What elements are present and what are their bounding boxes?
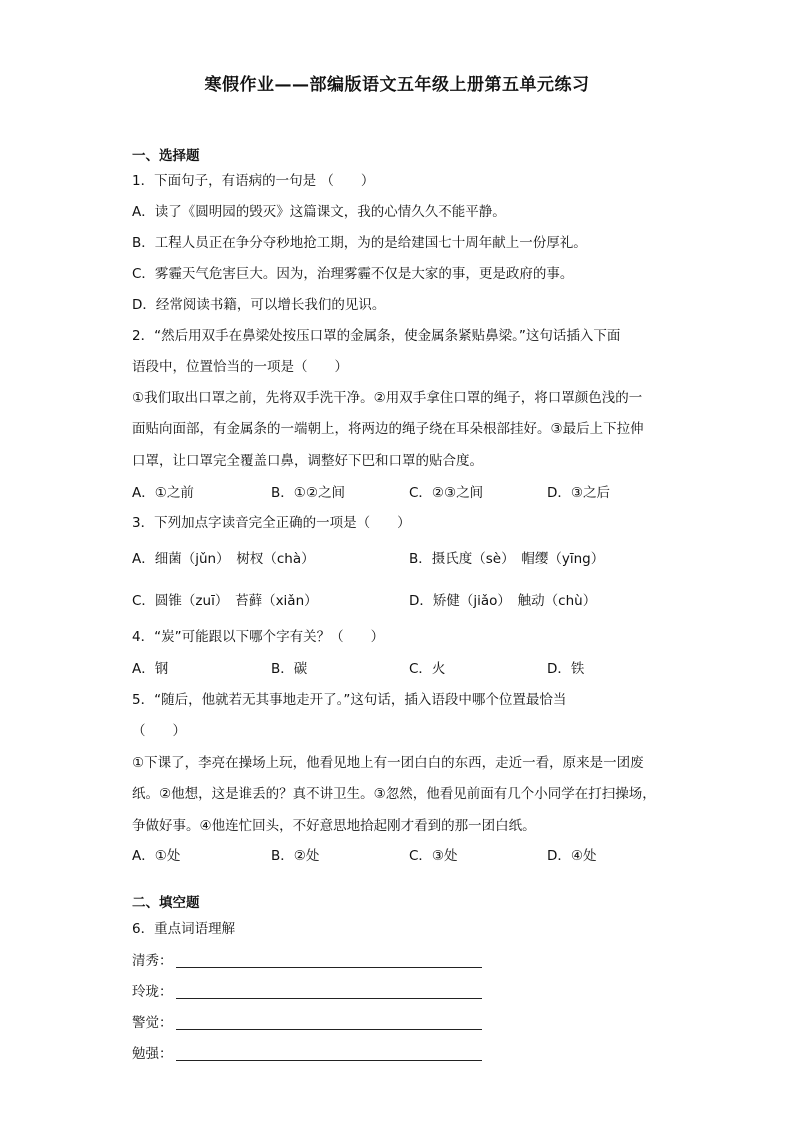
question-5-option-a: A．①处 [132, 848, 181, 864]
question-2-option-b: B．①②之间 [271, 485, 345, 501]
question-1-option-b: B．工程人员正在争分夺秒地抢工期，为的是给建国七十周年献上一份厚礼。 [132, 235, 587, 251]
question-4-option-d: D．铁 [547, 661, 585, 677]
question-1-option-d: D．经常阅读书籍，可以增长我们的见识。 [132, 297, 386, 313]
question-3-option-c: C．圆锥（zuī） 苔藓（xiǎn） [132, 593, 318, 609]
answer-blank-line[interactable] [176, 1060, 482, 1061]
question-2-option-d: D．③之后 [547, 485, 610, 501]
question-2-stem: 语段中，位置恰当的一项是（ ） [132, 359, 348, 375]
question-2-passage-line: ①我们取出口罩之前，先将双手洗干净。②用双手拿住口罩的绳子，将口罩颜色浅的一 [132, 390, 643, 406]
question-5-option-b: B．②处 [271, 848, 320, 864]
question-1-stem: 1．下面句子，有语病的一句是 （ ） [132, 173, 375, 189]
question-5-stem: （ ） [132, 723, 186, 739]
blank-label: 清秀： [132, 953, 173, 969]
question-4-stem: 4．“炭”可能跟以下哪个字有关？（ ） [132, 629, 385, 645]
question-5-option-c: C．③处 [409, 848, 458, 864]
question-2-passage-line: 口罩，让口罩完全覆盖口鼻，调整好下巴和口罩的贴合度。 [132, 453, 483, 469]
question-2-stem: 2．“然后用双手在鼻梁处按压口罩的金属条，使金属条紧贴鼻梁。”这句话插入下面 [132, 328, 621, 344]
question-3-stem: 3．下列加点字读音完全正确的一项是（ ） [132, 515, 411, 531]
section-heading-fill: 二、填空题 [132, 895, 200, 911]
question-4-option-b: B．碳 [271, 661, 308, 677]
blank-label: 警觉： [132, 1015, 173, 1031]
question-3-option-d: D．矫健（jiǎo） 触动（chù） [409, 593, 597, 609]
question-6-stem: 6．重点词语理解 [132, 921, 236, 937]
question-3-option-b: B．摄氏度（sè） 帽缨（yīng） [409, 551, 605, 567]
question-2-option-c: C．②③之间 [409, 485, 484, 501]
question-5-option-d: D．④处 [547, 848, 597, 864]
answer-blank-line[interactable] [176, 998, 482, 999]
question-3-option-a: A．细菌（jǔn） 树杈（chà） [132, 551, 315, 567]
answer-blank-line[interactable] [176, 967, 482, 968]
blank-label: 勉强： [132, 1046, 173, 1062]
question-1-option-a: A．读了《圆明园的毁灭》这篇课文，我的心情久久不能平静。 [132, 204, 506, 220]
question-5-passage-line: 纸。②他想，这是谁丢的？真不讲卫生。③忽然，他看见前面有几个小同学在打扫操场， [132, 786, 656, 802]
question-2-passage-line: 面贴向面部，有金属条的一端朝上，将两边的绳子绕在耳朵根部挂好。③最后上下拉伸 [132, 421, 644, 437]
page-title: 寒假作业——部编版语文五年级上册第五单元练习 [204, 75, 590, 95]
question-4-option-c: C．火 [409, 661, 446, 677]
section-heading-choice: 一、选择题 [132, 148, 200, 164]
question-2-option-a: A．①之前 [132, 485, 194, 501]
question-4-option-a: A．钢 [132, 661, 169, 677]
question-1-option-c: C．雾霾天气危害巨大。因为，治理雾霾不仅是大家的事，更是政府的事。 [132, 266, 574, 282]
question-5-passage-line: ①下课了，李亮在操场上玩，他看见地上有一团白白的东西，走近一看，原来是一团废 [132, 755, 644, 771]
question-5-stem: 5．“随后，他就若无其事地走开了。”这句话，插入语段中哪个位置最恰当 [132, 692, 567, 708]
question-5-passage-line: 争做好事。④他连忙回头，不好意思地拾起刚才看到的那一团白纸。 [132, 818, 536, 834]
blank-label: 玲珑： [132, 984, 173, 1000]
answer-blank-line[interactable] [176, 1029, 482, 1030]
